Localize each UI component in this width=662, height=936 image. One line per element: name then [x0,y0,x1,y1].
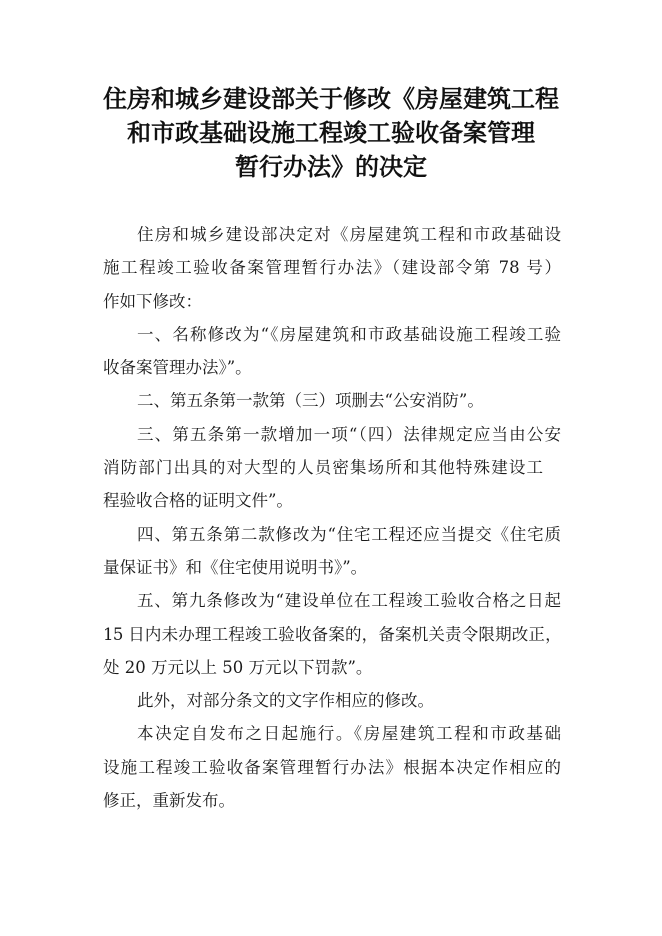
text-line: 处 20 万元以上 50 万元以下罚款”。 [103,657,373,677]
paragraph-item-5 [103,584,561,684]
document-body [103,218,561,817]
paragraph-item-1 [103,318,561,385]
text-line: 住房和城乡建设部决定对《房屋建筑工程和市政基础设 [137,225,561,244]
paragraph-item-2 [103,384,561,417]
text-line: 此外，对部分条文的文字作相应的修改。 [137,691,434,711]
text-line: 修正，重新发布。 [103,791,235,811]
paragraph-other [103,684,561,717]
text-line: 施工程竣工验收备案管理暂行办法》（建设部令第 78 号） [103,258,561,278]
paragraph-effective [103,717,561,817]
title-line: 和市政基础设施工程竣工验收备案管理 [127,118,535,147]
paragraph-preamble [103,218,561,318]
text-line: 作如下修改： [103,291,202,311]
title-line: 暂行办法》的决定 [235,152,427,181]
text-line: 15 日内未办理工程竣工验收备案的，备案机关责令限期改正， [103,624,561,644]
title-line: 住房和城乡建设部关于修改《房屋建筑工程 [103,84,559,113]
text-line: 一、名称修改为“《房屋建筑和市政基础设施工程竣工验 [137,324,561,344]
text-line: 程验收合格的证明文件”。 [103,491,293,511]
text-line: 消防部门出具的对大型的人员密集场所和其他特殊建设工 [103,458,543,478]
text-line: 三、第五条第一款增加一项“（四）法律规定应当由公安 [137,424,561,444]
text-line: 量保证书》和《住宅使用说明书》”。 [103,557,368,577]
document-title [90,82,572,184]
paragraph-item-4 [103,518,561,585]
text-line: 二、第五条第一款第（三）项删去“公安消防”。 [137,391,484,411]
text-line: 四、第五条第二款修改为“住宅工程还应当提交《住宅质 [137,524,561,544]
paragraph-item-3 [103,418,561,518]
text-line: 收备案管理办法》”。 [103,358,252,378]
text-line: 设施工程竣工验收备案管理暂行办法》根据本决定作相应的 [103,757,561,777]
text-line: 五、第九条修改为“建设单位在工程竣工验收合格之日起 [137,591,561,611]
text-line: 本决定自发布之日起施行。《房屋建筑工程和市政基础 [137,724,561,744]
